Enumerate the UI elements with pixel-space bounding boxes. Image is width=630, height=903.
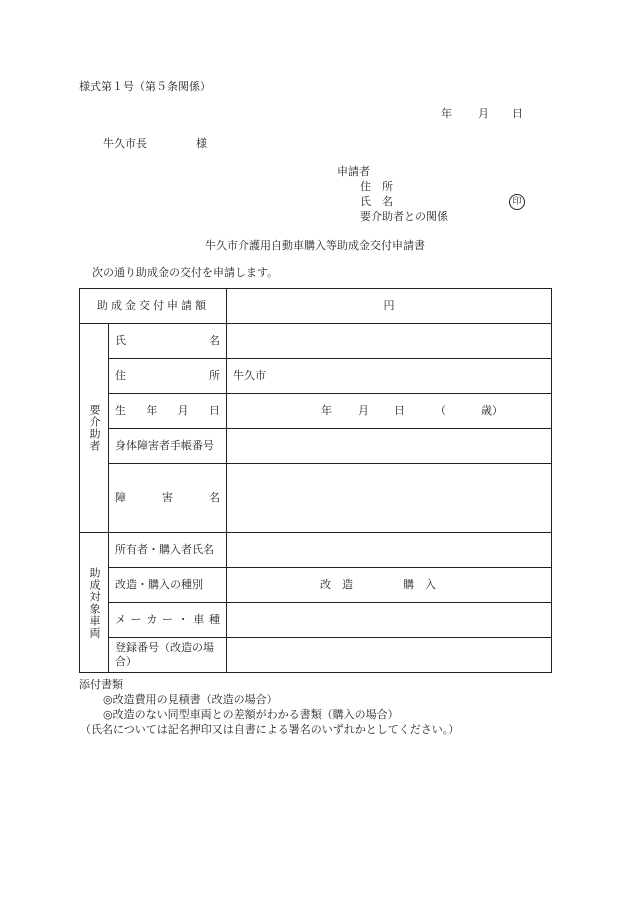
age-open: （ [435, 404, 446, 417]
birth-day-unit: 日 [394, 404, 405, 417]
applicant-address-label: 住 所 [360, 180, 393, 193]
modification-type-label: 改造・購入の種別 [109, 568, 227, 603]
addressee-name: 牛久市長 [103, 137, 147, 150]
intro-text: 次の通り助成金の交付を申請します。 [92, 266, 279, 279]
handbook-number-field[interactable] [227, 429, 552, 464]
owner-name-field[interactable] [227, 533, 552, 568]
modification-type-field[interactable] [227, 568, 552, 603]
document-title: 牛久市介護用自動車購入等助成金交付申請書 [205, 239, 425, 252]
person-address-field[interactable] [227, 359, 552, 394]
seal-mark: 印 [509, 194, 525, 210]
birth-date-field[interactable] [227, 394, 552, 429]
disability-name-label: 障 害 名 [109, 464, 227, 533]
date-month-label: 月 [478, 107, 489, 120]
registration-number-field[interactable] [227, 638, 552, 673]
signature-note: （氏名については記名押印又は自書による署名のいずれかとしてください。） [80, 723, 460, 736]
type-option-purchase[interactable]: 購 入 [403, 578, 436, 591]
type-option-modify[interactable]: 改 造 [320, 578, 353, 591]
form-number: 様式第１号（第５条関係） [79, 80, 211, 93]
amount-field[interactable] [227, 289, 552, 324]
applicant-label: 申請者 [337, 165, 370, 178]
owner-name-label: 所有者・購入者氏名 [109, 533, 227, 568]
date-day-label: 日 [512, 107, 523, 120]
attachments-heading: 添付書類 [79, 678, 123, 691]
maker-model-label: メ ー カ ー ・ 車 種 [109, 603, 227, 638]
handbook-number-label: 身体障害者手帳番号 [109, 429, 227, 464]
maker-model-field[interactable] [227, 603, 552, 638]
attachment-item: ◎改造費用の見積書（改造の場合） [103, 693, 278, 706]
disability-name-field[interactable] [227, 464, 552, 533]
amount-unit: 円 [383, 299, 395, 312]
person-group-label: 要介助者 [80, 324, 109, 533]
registration-number-label: 登録番号（改造の場合） [109, 638, 227, 673]
birth-month-unit: 月 [358, 404, 369, 417]
birth-year-unit: 年 [321, 404, 332, 417]
applicant-relationship-label: 要介助者との関係 [360, 210, 448, 223]
date-year-label: 年 [441, 107, 452, 120]
addressee-honorific: 様 [196, 137, 207, 150]
birth-date-label: 生 年 月 日 [109, 394, 227, 429]
person-name-label: 氏 名 [109, 324, 227, 359]
person-address-label: 住 所 [109, 359, 227, 394]
amount-label: 助成金交付申請額 [80, 289, 227, 324]
age-close: 歳） [481, 404, 503, 417]
application-table [79, 288, 552, 673]
person-name-field[interactable] [227, 324, 552, 359]
attachment-item: ◎改造のない同型車両との差額がわかる書類（購入の場合） [103, 708, 399, 721]
vehicle-group-label: 助成対象車両 [80, 533, 109, 673]
applicant-name-label: 氏 名 [360, 195, 393, 208]
address-prefill: 牛久市 [233, 369, 266, 382]
